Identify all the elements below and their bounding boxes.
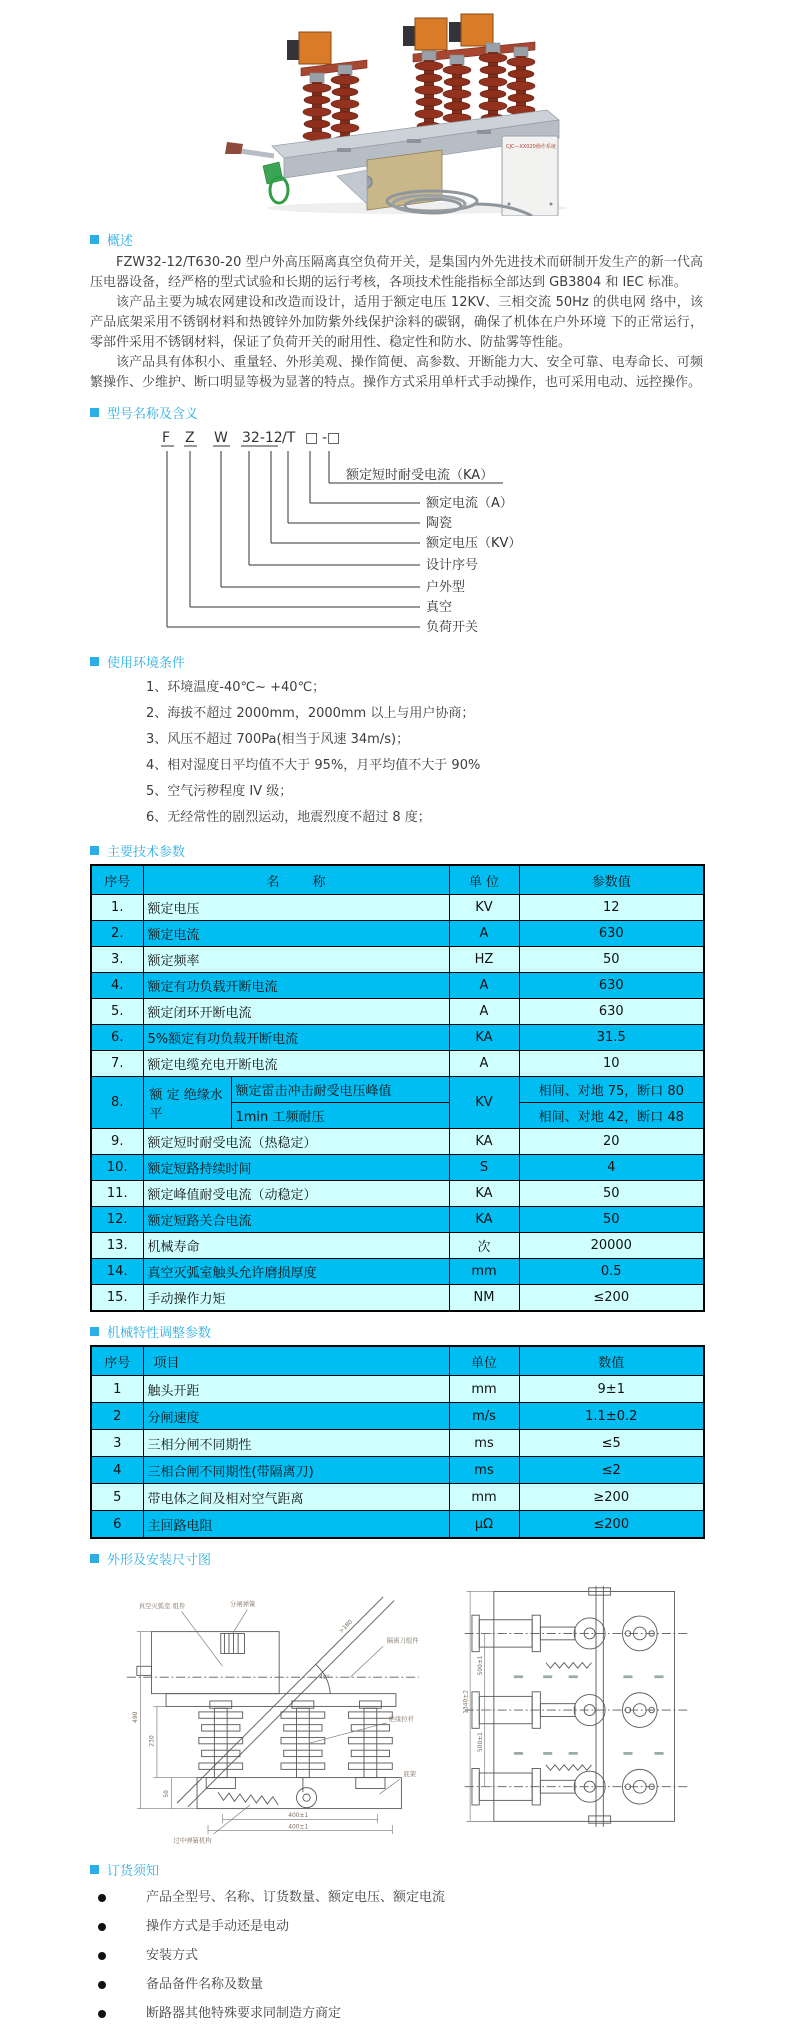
cell-unit: KV xyxy=(449,895,519,921)
section-title: 订货须知 xyxy=(107,1864,160,1879)
ordering-item xyxy=(90,1970,703,1999)
cell-unit: ms xyxy=(449,1457,519,1484)
dim-phase1: 500±1 xyxy=(477,1655,484,1676)
cell-value: 4 xyxy=(519,1155,704,1181)
cell-name: 额定电压 xyxy=(143,895,449,921)
cell-unit: 次 xyxy=(449,1233,519,1259)
cell-name: 主回路电阻 xyxy=(143,1511,449,1539)
cell-value: 630 xyxy=(519,973,704,999)
top-view-drawing xyxy=(448,1586,703,1846)
cell-no: 14. xyxy=(91,1259,143,1285)
table-row xyxy=(91,1484,704,1511)
dim-overall: 1340±2 xyxy=(463,1689,470,1714)
section-title: 概述 xyxy=(107,234,134,249)
section-ordering-heading xyxy=(90,1860,703,1879)
bullet-dot-icon xyxy=(98,1894,106,1902)
cell-value: 50 xyxy=(519,1181,704,1207)
table-row xyxy=(91,1181,704,1207)
table-row xyxy=(91,1233,704,1259)
section-bullet-icon xyxy=(90,235,99,244)
bullet-dot-icon xyxy=(98,1952,106,1960)
table-row xyxy=(91,1207,704,1233)
section-bullet-icon xyxy=(90,1865,99,1874)
cell-subname: 1min 工频耐压 xyxy=(231,1103,449,1129)
cell-unit: NM xyxy=(449,1285,519,1312)
col-header-value: 参数值 xyxy=(519,865,704,895)
dimension-drawings xyxy=(90,1572,703,1850)
ordering-item xyxy=(90,1912,703,1941)
table-row xyxy=(91,1025,704,1051)
environment-item: 5、空气污秽程度 IV 级； xyxy=(146,784,293,799)
table-row xyxy=(91,1129,704,1155)
model-label: 额定短时耐受电流（KA） xyxy=(346,468,494,483)
cell-name: 额定短路持续时间 xyxy=(143,1155,449,1181)
table-row xyxy=(91,1285,704,1312)
section-environment-heading xyxy=(90,652,703,671)
cell-value: 1.1±0.2 xyxy=(519,1403,704,1430)
cell-unit: KV xyxy=(449,1077,519,1129)
col-header-name: 项目 xyxy=(143,1346,449,1376)
section-tech-params-heading xyxy=(90,841,703,860)
model-label: 负荷开关 xyxy=(426,620,479,635)
cell-value: 50 xyxy=(519,1207,704,1233)
cell-no: 11. xyxy=(91,1181,143,1207)
cell-no: 10. xyxy=(91,1155,143,1181)
model-code-part: □ xyxy=(305,430,319,446)
overview-paragraph-1: FZW32-12/T630-20 型户外高压隔离真空负荷开关，是集国内外先进技术而研制开发生产的新一代高压电器设备，经严格的型式试验和长期的运行考核，各项技术性能指标全部达到 GB3804 和 IEC 标准。 xyxy=(90,255,703,290)
cell-value: 相间、对地 42，断口 48 xyxy=(519,1103,704,1129)
cell-name: 额定短时耐受电流（热稳定） xyxy=(143,1129,449,1155)
cell-no: 4. xyxy=(91,973,143,999)
section-bullet-icon xyxy=(90,846,99,855)
cell-no: 3. xyxy=(91,947,143,973)
product-photo xyxy=(0,0,793,220)
cell-name: 额定峰值耐受电流（动稳定） xyxy=(143,1181,449,1207)
drawing-label-base: 底架 xyxy=(403,1769,417,1778)
cell-value: ≥200 xyxy=(519,1484,704,1511)
tech-params-table xyxy=(90,864,705,1312)
cell-group: 额 定 绝缘水平 xyxy=(143,1077,231,1129)
cell-unit: KA xyxy=(449,1129,519,1155)
cell-unit: HZ xyxy=(449,947,519,973)
cell-unit: mm xyxy=(449,1484,519,1511)
cell-name: 手动操作力矩 xyxy=(143,1285,449,1312)
ordering-item-text: 断路器其他特殊要求同制造方商定 xyxy=(146,2006,342,2021)
cell-no: 13. xyxy=(91,1233,143,1259)
section-model-heading xyxy=(90,403,703,422)
section-title: 使用环境条件 xyxy=(107,656,186,671)
cell-unit: mm xyxy=(449,1376,519,1403)
cell-no: 2. xyxy=(91,921,143,947)
model-label: 额定电压（KV） xyxy=(426,536,522,551)
cell-name: 三相合闸不同期性(带隔离刀) xyxy=(143,1457,449,1484)
cell-value: ≤200 xyxy=(519,1285,704,1312)
model-label: 陶瓷 xyxy=(426,516,453,531)
cell-value: 20000 xyxy=(519,1233,704,1259)
drawing-label-mechanism: 过中弹簧机构 xyxy=(173,1836,212,1845)
table-row xyxy=(91,895,704,921)
bullet-dot-icon xyxy=(98,2010,106,2018)
environment-item: 3、风压不超过 700Pa(相当于风速 34m/s)； xyxy=(146,732,410,747)
model-label: 额定电流（A） xyxy=(426,496,513,511)
cell-value: 9±1 xyxy=(519,1376,704,1403)
bullet-dot-icon xyxy=(98,1981,106,1989)
cell-name: 额定闭环开断电流 xyxy=(143,999,449,1025)
bullet-dot-icon xyxy=(98,1923,106,1931)
col-header-unit: 单位 xyxy=(449,1346,519,1376)
cell-name: 三相分闸不同期性 xyxy=(143,1430,449,1457)
cell-unit: A xyxy=(449,921,519,947)
table-row-insulation xyxy=(91,1077,704,1103)
mech-params-table xyxy=(90,1345,705,1539)
dim-width-bottom: 400±1 xyxy=(288,1824,309,1831)
section-bullet-icon xyxy=(90,1327,99,1336)
dim-height-inner: 230 xyxy=(149,1735,156,1747)
environment-item: 6、无经常性的剧烈运动，地震烈度不超过 8 度； xyxy=(146,810,431,825)
table-row xyxy=(91,1051,704,1077)
cell-no: 4 xyxy=(91,1457,143,1484)
cell-unit: S xyxy=(449,1155,519,1181)
section-title: 外形及安装尺寸图 xyxy=(107,1553,212,1568)
cell-value: 630 xyxy=(519,999,704,1025)
cell-value: 相间、对地 75，断口 80 xyxy=(519,1077,704,1103)
cell-name: 额定频率 xyxy=(143,947,449,973)
section-bullet-icon xyxy=(90,408,99,417)
cell-no: 9. xyxy=(91,1129,143,1155)
ordering-item-text: 安装方式 xyxy=(146,1948,199,1963)
cell-name: 分闸速度 xyxy=(143,1403,449,1430)
cell-no: 1 xyxy=(91,1376,143,1403)
model-code-part: Z xyxy=(185,430,195,446)
table-row xyxy=(91,1259,704,1285)
table-row xyxy=(91,1457,704,1484)
drawing-label-knife: 隔离刀组件 xyxy=(386,1636,419,1645)
ordering-item xyxy=(90,1941,703,1970)
cell-name: 额定短路关合电流 xyxy=(143,1207,449,1233)
col-header-value: 数值 xyxy=(519,1346,704,1376)
col-header-no: 序号 xyxy=(91,865,143,895)
environment-item: 4、相对湿度日平均值不大于 95%，月平均值不大于 90% xyxy=(146,758,481,773)
cell-name: 真空灭弧室触头允许磨损厚度 xyxy=(143,1259,449,1285)
cell-unit: KA xyxy=(449,1025,519,1051)
model-label: 真空 xyxy=(426,600,453,615)
table-row xyxy=(91,1430,704,1457)
cell-value: ≤2 xyxy=(519,1457,704,1484)
dim-width-top: 400±1 xyxy=(288,1812,309,1819)
section-bullet-icon xyxy=(90,657,99,666)
cell-no: 12. xyxy=(91,1207,143,1233)
cell-unit: A xyxy=(449,973,519,999)
control-box-label: CJC—XX020操作系统 xyxy=(505,144,556,150)
cell-no: 1. xyxy=(91,895,143,921)
cell-name: 额定有功负载开断电流 xyxy=(143,973,449,999)
cell-name: 5%额定有功负载开断电流 xyxy=(143,1025,449,1051)
section-title: 机械特性调整参数 xyxy=(107,1326,212,1341)
cell-value: ≤5 xyxy=(519,1430,704,1457)
section-drawings-heading xyxy=(90,1549,703,1568)
ordering-item-text: 产品全型号、名称、订货数量、额定电压、额定电流 xyxy=(146,1890,446,1905)
cell-value: 12 xyxy=(519,895,704,921)
ordering-item-text: 备品备件名称及数量 xyxy=(146,1977,264,1992)
model-code-part: F xyxy=(162,430,171,446)
cell-unit: ms xyxy=(449,1430,519,1457)
ordering-list xyxy=(90,1883,703,2028)
table-row xyxy=(91,1511,704,1539)
model-code-part: W xyxy=(214,430,228,446)
cell-unit: KA xyxy=(449,1207,519,1233)
cell-name: 额定电流 xyxy=(143,921,449,947)
cell-value: 31.5 xyxy=(519,1025,704,1051)
section-title: 型号名称及含义 xyxy=(107,407,199,422)
dim-phase2: 500±1 xyxy=(477,1732,484,1753)
dim-angle: 40° xyxy=(319,1675,330,1682)
overview-paragraph-3: 该产品具有体积小、重量轻、外形美观、操作简便、高参数、开断能力大、安全可靠、电寿命长、可频繁操作、少维护、断口明显等极为显著的特点。操作方式采用单杆式手动操作，也可采用电动、远控操作。 xyxy=(90,355,703,390)
drawing-label-vacuum: 真空灭弧室 组件 xyxy=(138,1601,186,1610)
drawing-label-spring: 分闸弹簧 xyxy=(229,1600,256,1609)
cell-unit: A xyxy=(449,1051,519,1077)
table-row xyxy=(91,1403,704,1430)
cell-value: 20 xyxy=(519,1129,704,1155)
dim-height-total: 490 xyxy=(132,1711,139,1723)
product-photo-illustration xyxy=(217,8,577,216)
table-row xyxy=(91,1155,704,1181)
ordering-item-text: 操作方式是手动还是电动 xyxy=(146,1919,290,1934)
ordering-item xyxy=(90,1999,703,2028)
environment-item: 2、海拔不超过 2000mm，2000mm 以上与用户协商； xyxy=(146,706,475,721)
cell-unit: μΩ xyxy=(449,1511,519,1539)
cell-no: 6. xyxy=(91,1025,143,1051)
model-label: 户外型 xyxy=(426,580,466,595)
cell-value: 630 xyxy=(519,921,704,947)
cell-name: 触头开距 xyxy=(143,1376,449,1403)
cell-no: 2 xyxy=(91,1403,143,1430)
model-label: 设计序号 xyxy=(426,558,479,573)
model-code-part: /T xyxy=(282,430,296,446)
cell-name: 额定电缆充电开断电流 xyxy=(143,1051,449,1077)
model-code-part: -□ xyxy=(322,430,341,446)
cell-no: 8. xyxy=(91,1077,143,1129)
cell-value: 50 xyxy=(519,947,704,973)
table-header-row xyxy=(91,1346,704,1376)
col-header-name: 名 称 xyxy=(143,865,449,895)
environment-list xyxy=(90,675,703,831)
cell-unit: KA xyxy=(449,1181,519,1207)
section-mech-params-heading xyxy=(90,1322,703,1341)
col-header-unit: 单 位 xyxy=(449,865,519,895)
table-row xyxy=(91,973,704,999)
table-row xyxy=(91,947,704,973)
table-header-row xyxy=(91,865,704,895)
cell-name: 机械寿命 xyxy=(143,1233,449,1259)
cell-no: 6 xyxy=(91,1511,143,1539)
side-view-drawing xyxy=(98,1586,443,1846)
cell-unit: A xyxy=(449,999,519,1025)
cell-unit: m/s xyxy=(449,1403,519,1430)
table-row xyxy=(91,1376,704,1403)
table-row xyxy=(91,921,704,947)
cell-value: 10 xyxy=(519,1051,704,1077)
cell-no: 5. xyxy=(91,999,143,1025)
cell-unit: mm xyxy=(449,1259,519,1285)
dim-rod-length: >180 xyxy=(338,1619,355,1635)
cell-no: 7. xyxy=(91,1051,143,1077)
section-bullet-icon xyxy=(90,1554,99,1563)
cell-no: 3 xyxy=(91,1430,143,1457)
cell-name: 带电体之间及相对空气距离 xyxy=(143,1484,449,1511)
environment-item: 1、环境温度-40℃~ +40℃； xyxy=(146,680,326,695)
cell-value: ≤200 xyxy=(519,1511,704,1539)
model-code-diagram xyxy=(108,426,721,638)
section-overview-heading xyxy=(90,230,703,249)
table-row xyxy=(91,999,704,1025)
cell-no: 5 xyxy=(91,1484,143,1511)
dim-height-base: 50 xyxy=(163,1790,170,1798)
col-header-no: 序号 xyxy=(91,1346,143,1376)
ordering-item xyxy=(90,1883,703,1912)
cell-value: 0.5 xyxy=(519,1259,704,1285)
drawing-label-rod: 绝缘拉杆 xyxy=(388,1715,415,1724)
model-code-part: 32-12 xyxy=(242,430,283,446)
cell-subname: 额定雷击冲击耐受电压峰值 xyxy=(231,1077,449,1103)
overview-paragraph-2: 该产品主要为城农网建设和改造而设计，适用于额定电压 12KV、三相交流 50Hz 的供电网 络中，该产品底架采用不锈钢材料和热镀锌外加防紫外线保护涂料的碳钢，确保了机体在户外环境 下的正常运行，零部件采用不锈钢材料，保证了负荷开关的耐用性、稳定性和防水、防盐雾等性能。 xyxy=(90,295,703,350)
cell-no: 15. xyxy=(91,1285,143,1312)
section-title: 主要技术参数 xyxy=(107,845,186,860)
